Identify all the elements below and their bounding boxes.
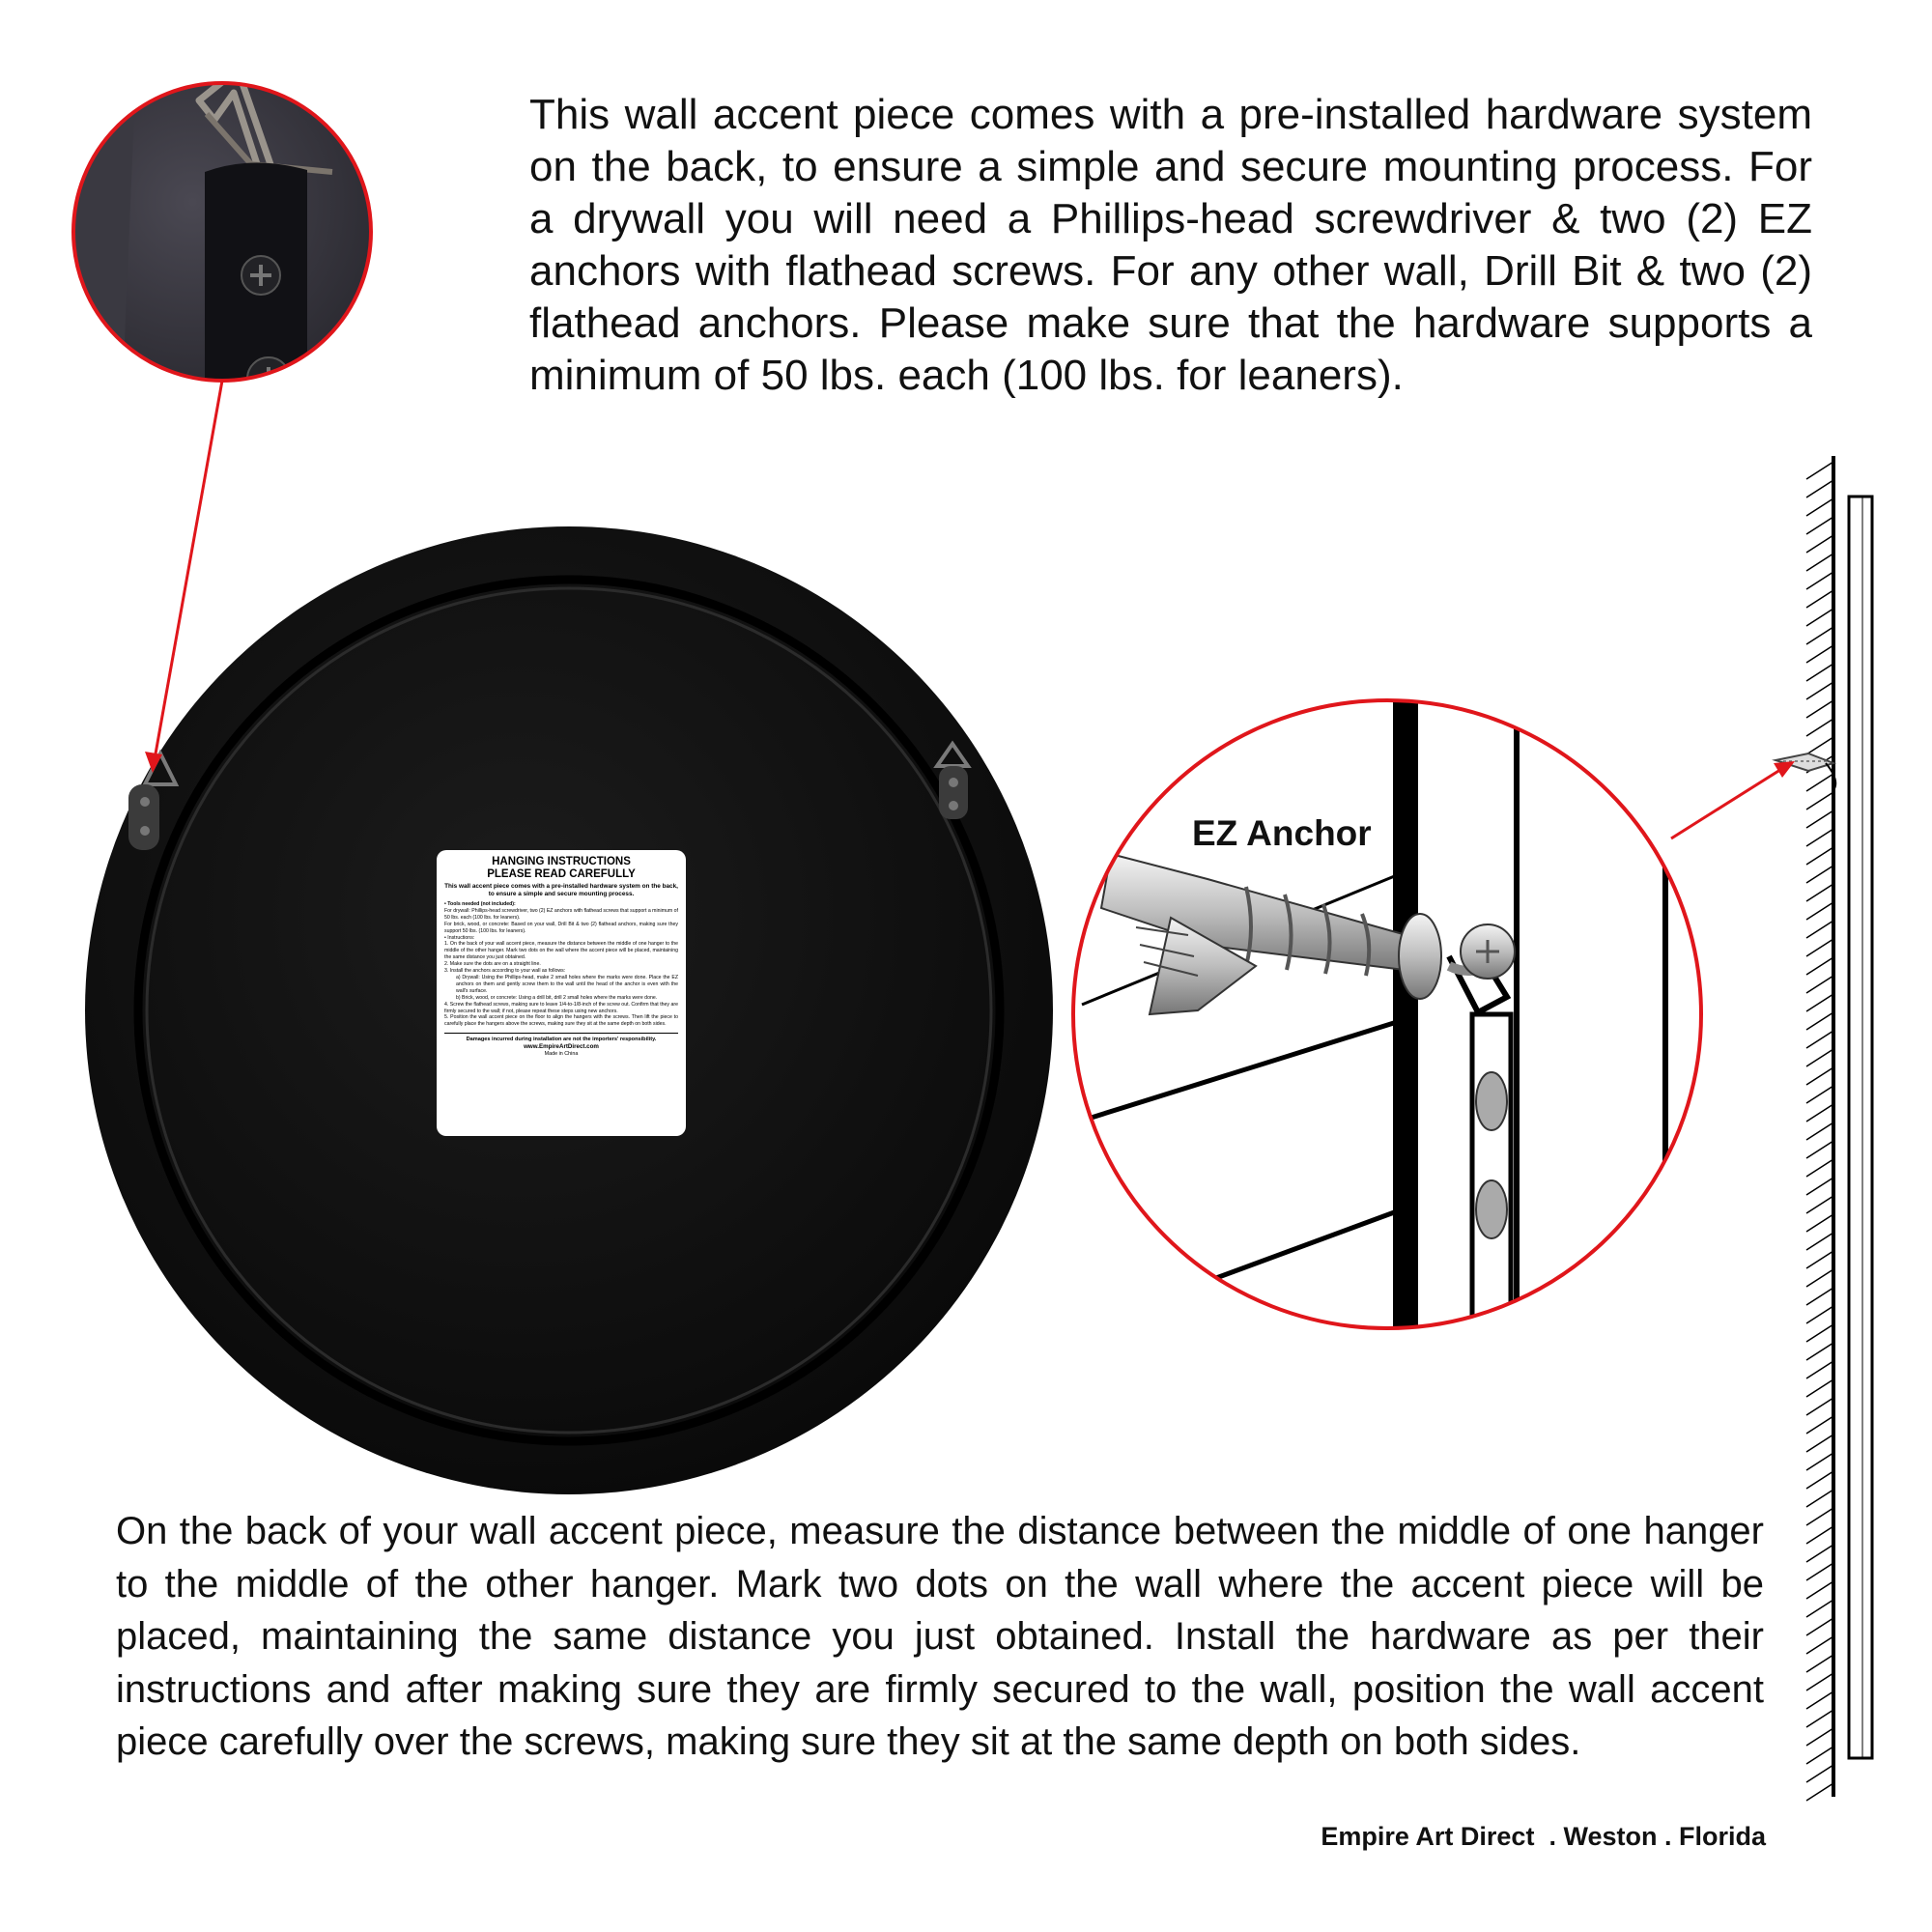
- company-city: Weston: [1563, 1822, 1658, 1851]
- label-line: 2. Make sure the dots are on a straight line.: [444, 961, 541, 968]
- label-disclaimer: Damages incurred during installation are not the importers' responsibility.: [466, 1037, 657, 1043]
- hardware-zoom-circle: [68, 70, 371, 435]
- label-line: 3. Install the anchors according to your wall as follows:: [444, 968, 566, 975]
- pointer-arrow-right: [1671, 761, 1795, 838]
- label-line: 5. Position the wall accent piece on the floor to align the hangers with the screws. Then lift the piece to carefully place the hangers above the screws, making sure they sit at the same depth on both sides.: [444, 1014, 678, 1028]
- label-line: a) Drywall: Using the Phillips-head, make 2 small holes where the marks were done. Place the EZ anchors on them and gently screw them to the wall until the head of the anchor is even with the wall's surface.: [456, 974, 678, 994]
- company-state: Florida: [1678, 1822, 1766, 1851]
- anchor-callout-circle: [1053, 667, 1701, 1333]
- label-made-in: Made in China: [544, 1051, 579, 1058]
- label-body: [444, 901, 678, 1028]
- label-subtitle: This wall accent piece comes with a pre-installed hardware system on the back, to ensure a simple and secure mounting process.: [444, 883, 678, 897]
- wall-hatch-icon: [1776, 456, 1872, 1801]
- label-footer: [444, 1033, 678, 1058]
- label-line: For brick, wood, or concrete: Based on your wall, Drill Bit & two (2) flathead anchors, making sure they support 50 lbs. (100 lbs. for leaners).: [444, 921, 678, 934]
- label-line: b) Brick, wood, or concrete: Using a drill bit, drill 2 small holes where the marks were done.: [456, 994, 658, 1001]
- screw-icon: [242, 256, 280, 295]
- label-website: www.EmpireArtDirect.com: [524, 1043, 599, 1051]
- label-line: For drywall: Phillips-head screwdriver, two (2) EZ anchors with flathead screws that support a minimum of 50 lbs. each (100 lbs. for leaners).: [444, 907, 678, 921]
- ez-anchor-label: EZ Anchor: [1192, 813, 1372, 853]
- company-name: Empire Art Direct: [1321, 1822, 1535, 1851]
- intro-paragraph: This wall accent piece comes with a pre-installed hardware system on the back, to ensure a simple and secure mounting process. For a drywall you will need a Phillips-head screwdriver & two (2) EZ anchors with flathead screws. For any other wall, Drill Bit & two (2) flathead anchors. Please make sure that the hardware supports a minimum of 50 lbs. each (100 lbs. for leaners).: [529, 91, 1812, 399]
- label-line: 1. On the back of your wall accent piece, measure the distance between the middle of one hanger to the middle of the other hanger. Mark two dots on the wall where the accent piece will be placed, maintaining the same distance you just obtained.: [444, 941, 678, 961]
- label-line: 4. Screw the flathead screws, making sure to leave 1/4-to-1/8-inch of the screw out. Confirm that they are firmly secured to the wall; if not, please repeat these steps using new anchors.: [444, 1001, 678, 1014]
- label-line: • Instructions:: [444, 934, 475, 941]
- instruction-label-sticker: [437, 850, 686, 1136]
- label-title: HANGING INSTRUCTIONS PLEASE READ CAREFULLY: [487, 856, 636, 880]
- label-line: • Tools needed (not included):: [444, 901, 516, 907]
- company-footer: Empire Art Direct . Weston . Florida: [1321, 1822, 1766, 1851]
- steps-paragraph: On the back of your wall accent piece, measure the distance between the middle of one hanger to the middle of the other hanger. Mark two dots on the wall where the accent piece will be placed, maintaining the same distance you just obtained. Install the hardware as per their instructions and after making sure they are firmly secured to the wall, position the wall accent piece carefully over the screws, making sure they sit at the same depth on both sides.: [116, 1510, 1764, 1763]
